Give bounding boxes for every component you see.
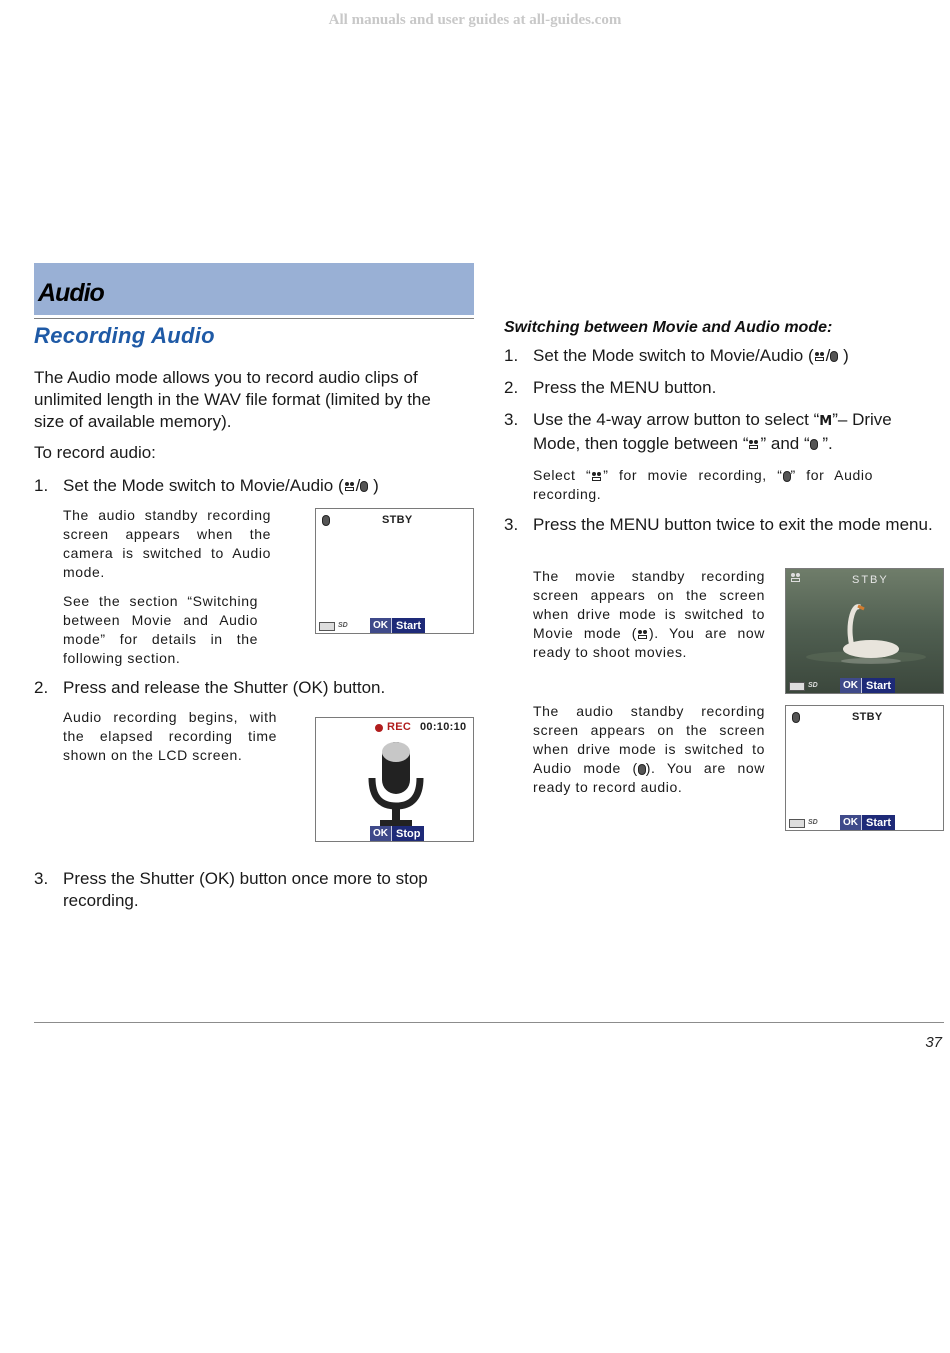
right-step1-text: Set the Mode switch to Movie/Audio ( / ) [533, 346, 849, 365]
left-step3-number: 3. [34, 869, 49, 888]
left-step3-text: Press the Shutter (OK) button once more to stop recording. [63, 869, 428, 910]
left-step2-number: 2. [34, 678, 49, 697]
right-step2-text: Press the MENU button. [533, 378, 717, 397]
lcd-start-button: OK Start [840, 815, 895, 830]
movie-mode-icon [637, 630, 649, 639]
battery-icon [789, 819, 805, 828]
mic-icon [830, 351, 838, 362]
mic-icon [322, 515, 330, 526]
record-dot-icon [375, 724, 383, 732]
battery-icon [319, 622, 335, 631]
step2-note: Audio recording begins, with the elapsed recording time shown on the LCD screen. [63, 709, 277, 763]
microphone-icon [368, 740, 424, 832]
mic-icon [638, 764, 646, 775]
lcd-audio-recording [315, 717, 474, 842]
lcd-movie-standby [785, 568, 944, 694]
lcd-status: STBY [382, 514, 413, 526]
step1-note-standby: The audio standby recording screen appears when the camera is switched to Audio mode. [63, 507, 271, 580]
select-note: Select “ ” for movie recording, “ ” for Audio recording. [533, 467, 873, 502]
left-step2-text: Press and release the Shutter (OK) button. [63, 678, 386, 697]
sd-card-icon: SD [808, 819, 818, 826]
lcd-start-button: OK Start [370, 618, 425, 633]
mic-icon [810, 439, 818, 450]
movie-mode-icon [591, 472, 603, 481]
lcd-audio-standby-2 [785, 705, 944, 831]
movie-mode-icon [748, 440, 760, 449]
intro-paragraph: The Audio mode allows you to record audio clips of unlimited length in the WAV file format (limited by the size of available memory). [34, 368, 431, 431]
right-step2-number: 2. [504, 378, 519, 397]
elapsed-time: 00:10:10 [420, 721, 467, 733]
movie-standby-note: The movie standby recording screen appears on the screen when drive mode is switched to Movie mode ( ). You are now ready to shoot movies. [533, 568, 765, 660]
movie-mode-icon [814, 352, 826, 361]
banner-title: Audio [38, 279, 104, 307]
movie-mode-icon [790, 573, 802, 582]
right-step4-number: 3. [504, 515, 519, 534]
lcd-start-button: OK Start [840, 678, 895, 693]
sd-card-icon: SD [338, 622, 348, 629]
right-step1-number: 1. [504, 346, 519, 365]
movie-mode-icon [344, 482, 356, 491]
right-step4-text: Press the MENU button twice to exit the mode menu. [533, 515, 933, 534]
swan-photo [786, 569, 943, 693]
lcd-stop-button: OK Stop [370, 826, 424, 841]
banner-rule [34, 318, 474, 319]
footer-rule [34, 1022, 944, 1023]
mic-icon [783, 471, 791, 482]
right-subheading: Switching between Movie and Audio mode: [504, 319, 833, 336]
right-step3-number: 3. [504, 410, 519, 429]
mic-icon [360, 481, 368, 492]
right-step3-text: Use the 4-way arrow button to select “M”– Drive Mode, then toggle between “ ” and “ ”. [533, 410, 892, 453]
step1-note-see-section: See the section “Switching between Movie and Audio mode” for details in the following section. [63, 593, 258, 666]
lcd-status: STBY [852, 711, 883, 723]
lcd-status: STBY [852, 574, 889, 586]
section-title: Recording Audio [34, 323, 215, 348]
lcd-audio-standby [315, 508, 474, 634]
watermark: All manuals and user guides at all-guides.com [328, 12, 622, 28]
audio-standby-note: The audio standby recording screen appears on the screen when drive mode is switched to Audio mode ( ). You are now ready to record audio. [533, 703, 765, 795]
page-number: 37 [925, 1034, 942, 1051]
battery-icon [789, 682, 805, 691]
left-step1-number: 1. [34, 476, 49, 495]
to-record-label: To record audio: [34, 443, 156, 462]
sd-card-icon: SD [808, 682, 818, 689]
left-step1-text: Set the Mode switch to Movie/Audio ( / ) [63, 476, 379, 495]
drive-mode-icon: M [819, 414, 833, 429]
mic-icon [792, 712, 800, 723]
rec-indicator: REC [387, 721, 412, 733]
